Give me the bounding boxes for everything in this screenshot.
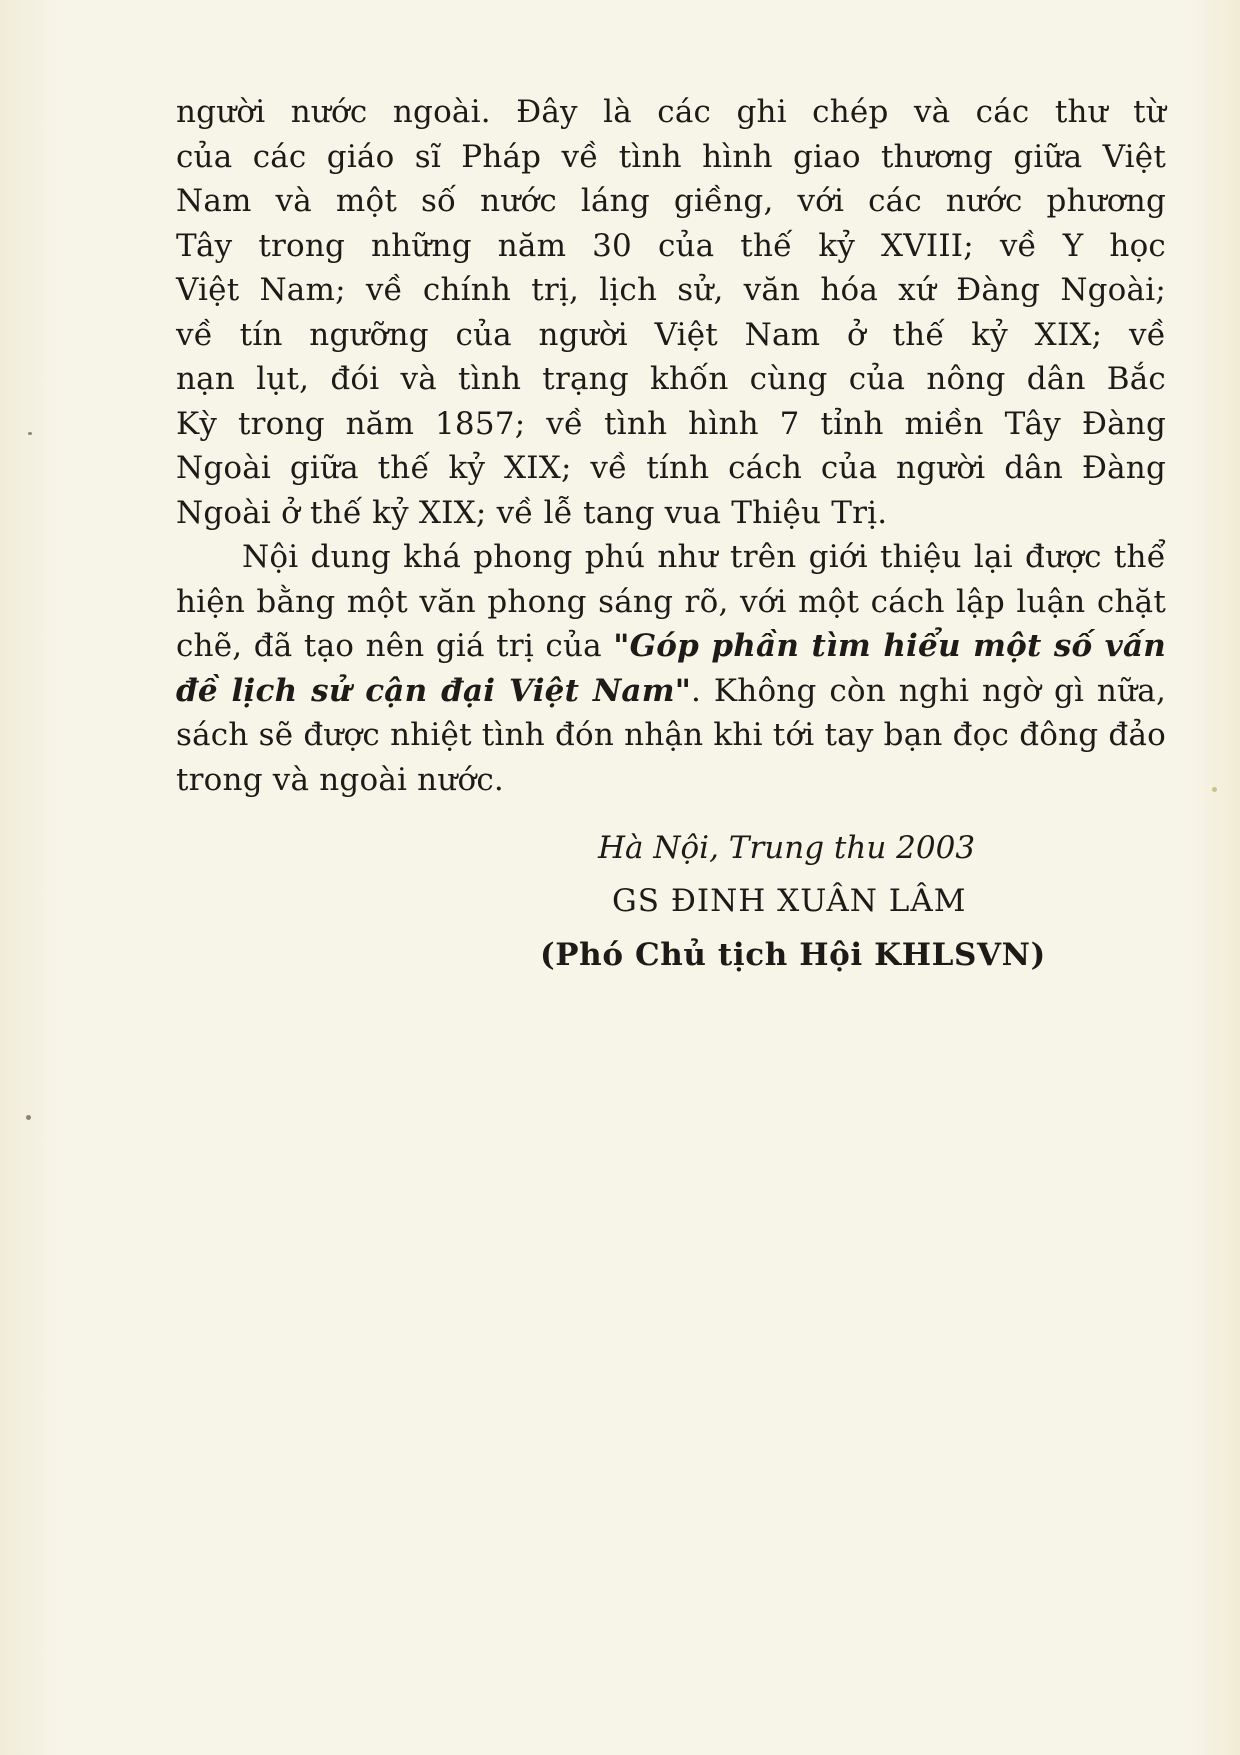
paragraph-2-text-start: Nội dung khá phong phú như trên giới thiệu lại được thể hiện bằng một văn phong sáng rõ, với một cách lập luận chặt chẽ, đã tạo nên giá trị của [176, 539, 1166, 664]
place-date: Hà Nội, Trung thu 2003 [598, 830, 976, 866]
paragraph-1-line: về tín ngưỡng của người Việt Nam ở thế kỷ XIX; về [176, 316, 1166, 353]
paragraph-1-line: người nước ngoài. Đây là các ghi chép và các thư từ [176, 94, 1166, 130]
paragraph-1-line: của các giáo sĩ Pháp về tình hình giao thương giữa Việt [176, 138, 1166, 175]
paragraph-1-line: Kỳ trong năm 1857; về tình hình 7 tỉnh miền Tây Đàng [176, 405, 1166, 442]
paragraph-2 [176, 535, 1166, 802]
book-title: "Góp phần tìm hiểu một số vấn đề lịch sử cận đại Việt Nam" [176, 628, 1166, 709]
paragraph-2-text-end: . Không còn nghi ngờ gì nữa, sách sẽ được nhiệt tình đón nhận khi tới tay bạn đọc đông đảo trong và ngoài nước. [176, 672, 1166, 798]
paragraph-1-line: nạn lụt, đói và tình trạng khốn cùng của nông dân Bắc [176, 361, 1166, 397]
paragraph-1-line: Nam và một số nước láng giềng, với các nước phương [176, 183, 1166, 219]
scan-speck [28, 432, 32, 435]
paragraph-1 [176, 90, 1166, 535]
paragraph-1-line: Ngoài ở thế kỷ XIX; về lễ tang vua Thiệu Trị. [176, 494, 888, 531]
paragraph-1-line: Ngoài giữa thế kỷ XIX; về tính cách của người dân Đàng [176, 450, 1166, 486]
scan-speck [26, 1115, 31, 1120]
paragraph-1-line: Việt Nam; về chính trị, lịch sử, văn hóa xứ Đàng Ngoài; [176, 272, 1166, 308]
scan-speck [1212, 787, 1217, 792]
paragraph-1-line: Tây trong những năm 30 của thế kỷ XVIII; về Y học [176, 227, 1166, 264]
author-name: GS ĐINH XUÂN LÂM [612, 883, 967, 919]
author-role: (Phó Chủ tịch Hội KHLSVN) [540, 937, 1046, 973]
body-text [176, 90, 1166, 802]
